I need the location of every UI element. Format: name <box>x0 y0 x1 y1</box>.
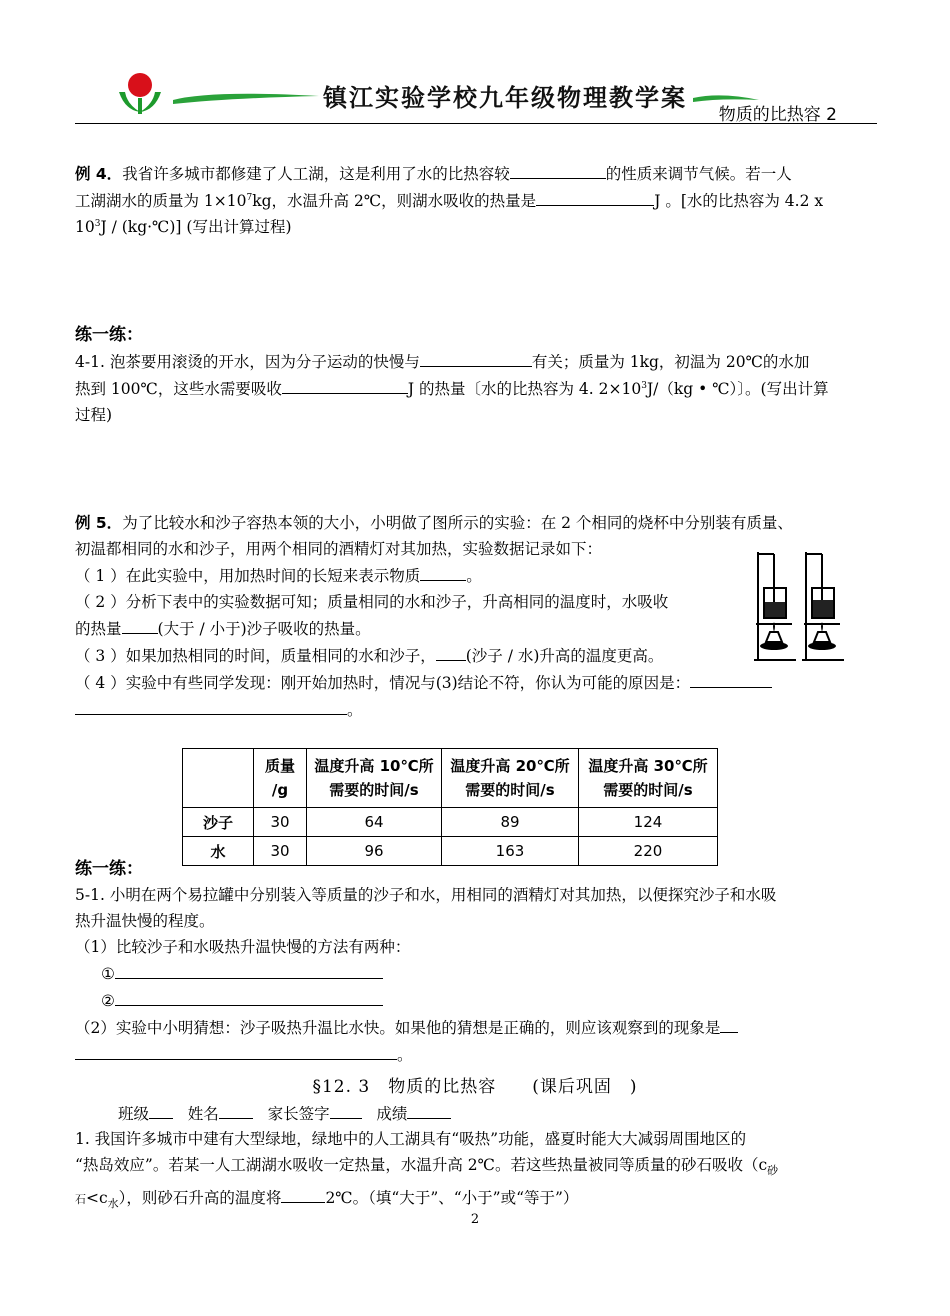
question-text: 2℃。（填“大于”、“小于”或“等于”） <box>325 1189 579 1208</box>
question-text: “热岛效应”。若某一人工湖湖水吸收一定热量，水温升高 2℃。若这些热量被同等质量的砂石吸收（c <box>75 1156 768 1174</box>
header-topic: 物质的比热容 2 <box>718 105 837 125</box>
answer-blank[interactable] <box>690 669 772 688</box>
example-4-text: 工湖湖水的质量为 1×10 <box>75 192 247 210</box>
score-field[interactable] <box>407 1100 451 1119</box>
table-cell: 124 <box>579 808 718 837</box>
table-cell: 30 <box>254 837 307 866</box>
practice-text: J 的热量〔水的比热容为 4. 2×10 <box>407 380 642 398</box>
practice-5-1 <box>75 856 880 1068</box>
page-number: 2 <box>470 1212 480 1227</box>
table-cell: 220 <box>579 837 718 866</box>
answer-blank[interactable] <box>75 696 347 715</box>
answer-blank[interactable] <box>122 615 158 634</box>
exponent: 7 <box>246 192 253 203</box>
experiment-data-table <box>182 748 718 866</box>
section-title: §12. 3 物质的比热容 (课后巩固 ) <box>312 1077 638 1097</box>
answer-blank[interactable] <box>115 960 383 979</box>
subscript: 砂 <box>767 1164 779 1178</box>
question-text: （ 4 ）实验中有些同学发现：刚开始加热时，情况与(3)结论不符，你认为可能的原因是： <box>75 674 691 692</box>
school-logo-icon <box>115 70 165 116</box>
score-label: 成绩 <box>376 1105 408 1123</box>
example-5-label: 例 5． <box>75 514 123 532</box>
question-text: （ 2 ）分析下表中的实验数据可知；质量相同的水和沙子，升高相同的温度时，水吸收 <box>75 593 669 611</box>
question-text: ），则砂石升高的温度将 <box>118 1189 282 1208</box>
question-text: （2）实验中小明猜想：沙子吸热升温比水快。如果他的猜想是正确的，则应该观察到的现象是 <box>75 1019 721 1037</box>
table-header: 温度升高 30℃所 需要的时间/s <box>579 749 718 808</box>
answer-blank[interactable] <box>510 160 606 179</box>
example-4-text: 10 <box>75 218 95 236</box>
practice-text: 4-1. 泡茶要用滚烫的开水，因为分子运动的快慢与 <box>75 353 420 371</box>
class-label: 班级 <box>118 1105 150 1123</box>
exponent: 3 <box>94 218 101 229</box>
table-header: 温度升高 20℃所 需要的时间/s <box>442 749 579 808</box>
example-4-text: kg，水温升高 2℃，则湖水吸收的热量是 <box>252 192 537 210</box>
method-marker: ② <box>101 992 115 1010</box>
header-banner: 镇江实验学校九年级物理教学案 <box>323 84 687 112</box>
table-header: 温度升高 10℃所 需要的时间/s <box>307 749 442 808</box>
parent-signature-label: 家长签字 <box>267 1105 330 1123</box>
practice-text: J/（kg • ℃）〕。(写出计算 <box>646 380 829 398</box>
table-header: 质量 /g <box>254 749 307 808</box>
answer-blank[interactable] <box>420 348 532 367</box>
practice-heading: 练一练： <box>75 325 143 345</box>
example-4-label: 例 4． <box>75 165 123 183</box>
practice-text: 过程) <box>75 406 113 424</box>
table-cell: 沙子 <box>183 808 254 837</box>
question-text: （1）比较沙子和水吸热升温快慢的方法有两种： <box>75 938 411 956</box>
answer-blank[interactable] <box>281 1184 325 1203</box>
subscript: 水 <box>107 1197 119 1211</box>
question-text: 的热量 <box>75 620 122 638</box>
student-info-row <box>118 1100 818 1127</box>
table-cell: 30 <box>254 808 307 837</box>
example-5-text: 为了比较水和沙子容热本领的大小，小明做了图所示的实验：在 2 个相同的烧杯中分别装有质量、 <box>122 514 793 532</box>
practice-4-1 <box>75 322 880 428</box>
answer-blank[interactable] <box>115 987 383 1006</box>
practice-text: 5-1. 小明在两个易拉罐中分别装入等质量的沙子和水，用相同的酒精灯对其加热，以便探究沙子和水吸 <box>75 886 777 904</box>
example-4-text: 我省许多城市都修建了人工湖，这是利用了水的比热容较 <box>122 165 510 183</box>
name-field[interactable] <box>219 1100 253 1119</box>
table-cell: 水 <box>183 837 254 866</box>
table-cell: 96 <box>307 837 442 866</box>
answer-blank[interactable] <box>536 187 654 206</box>
answer-blank[interactable] <box>75 1041 397 1060</box>
question-text: 1. 我国许多城市中建有大型绿地，绿地中的人工湖具有“吸热”功能，盛夏时能大大减弱周围地区的 <box>75 1130 747 1148</box>
name-label: 姓名 <box>187 1105 219 1123</box>
question-text: （ 1 ）在此实验中，用加热时间的长短来表示物质 <box>75 567 421 585</box>
answer-blank[interactable] <box>420 562 466 581</box>
example-4 <box>75 160 880 240</box>
table-cell: 89 <box>442 808 579 837</box>
apparatus-figure <box>752 548 848 666</box>
question-text: 。 <box>466 567 482 585</box>
question-text: (大于 / 小于)沙子吸收的热量。 <box>157 620 371 638</box>
method-marker: ① <box>101 965 115 983</box>
question-text: <c <box>86 1189 108 1208</box>
answer-blank[interactable] <box>282 375 408 394</box>
homework-question-1 <box>75 1126 880 1217</box>
question-text: （ 3 ）如果加热相同的时间，质量相同的水和沙子， <box>75 647 436 665</box>
header-divider <box>75 123 877 124</box>
example-4-text: J / (kg·℃)] (写出计算过程) <box>100 218 292 236</box>
table-row <box>183 808 718 837</box>
answer-blank[interactable] <box>720 1014 738 1033</box>
parent-signature-field[interactable] <box>330 1100 362 1119</box>
question-text: 。 <box>347 701 363 719</box>
swoosh-left-icon <box>171 90 321 106</box>
practice-text: 热到 100℃，这些水需要吸收 <box>75 380 282 398</box>
page-header <box>75 62 877 126</box>
subscript: 石 <box>75 1193 86 1207</box>
table-corner <box>183 749 254 808</box>
practice-text: 有关；质量为 1kg，初温为 20℃的水加 <box>531 353 810 371</box>
question-text: (沙子 / 水)升高的温度更高。 <box>465 647 664 665</box>
practice-text: 热升温快慢的程度。 <box>75 912 215 930</box>
class-field[interactable] <box>149 1100 173 1119</box>
table-cell: 163 <box>442 837 579 866</box>
practice-heading: 练一练： <box>75 859 143 879</box>
example-4-text: J 。[水的比热容为 4.2 x <box>654 192 824 210</box>
example-5-text: 初温都相同的水和沙子，用两个相同的酒精灯对其加热，实验数据记录如下： <box>75 540 603 558</box>
table-cell: 64 <box>307 808 442 837</box>
question-text: 。 <box>397 1046 413 1064</box>
answer-blank[interactable] <box>436 642 466 661</box>
example-4-text: 的性质来调节气候。若一人 <box>605 165 792 183</box>
exponent: 3 <box>641 380 647 391</box>
